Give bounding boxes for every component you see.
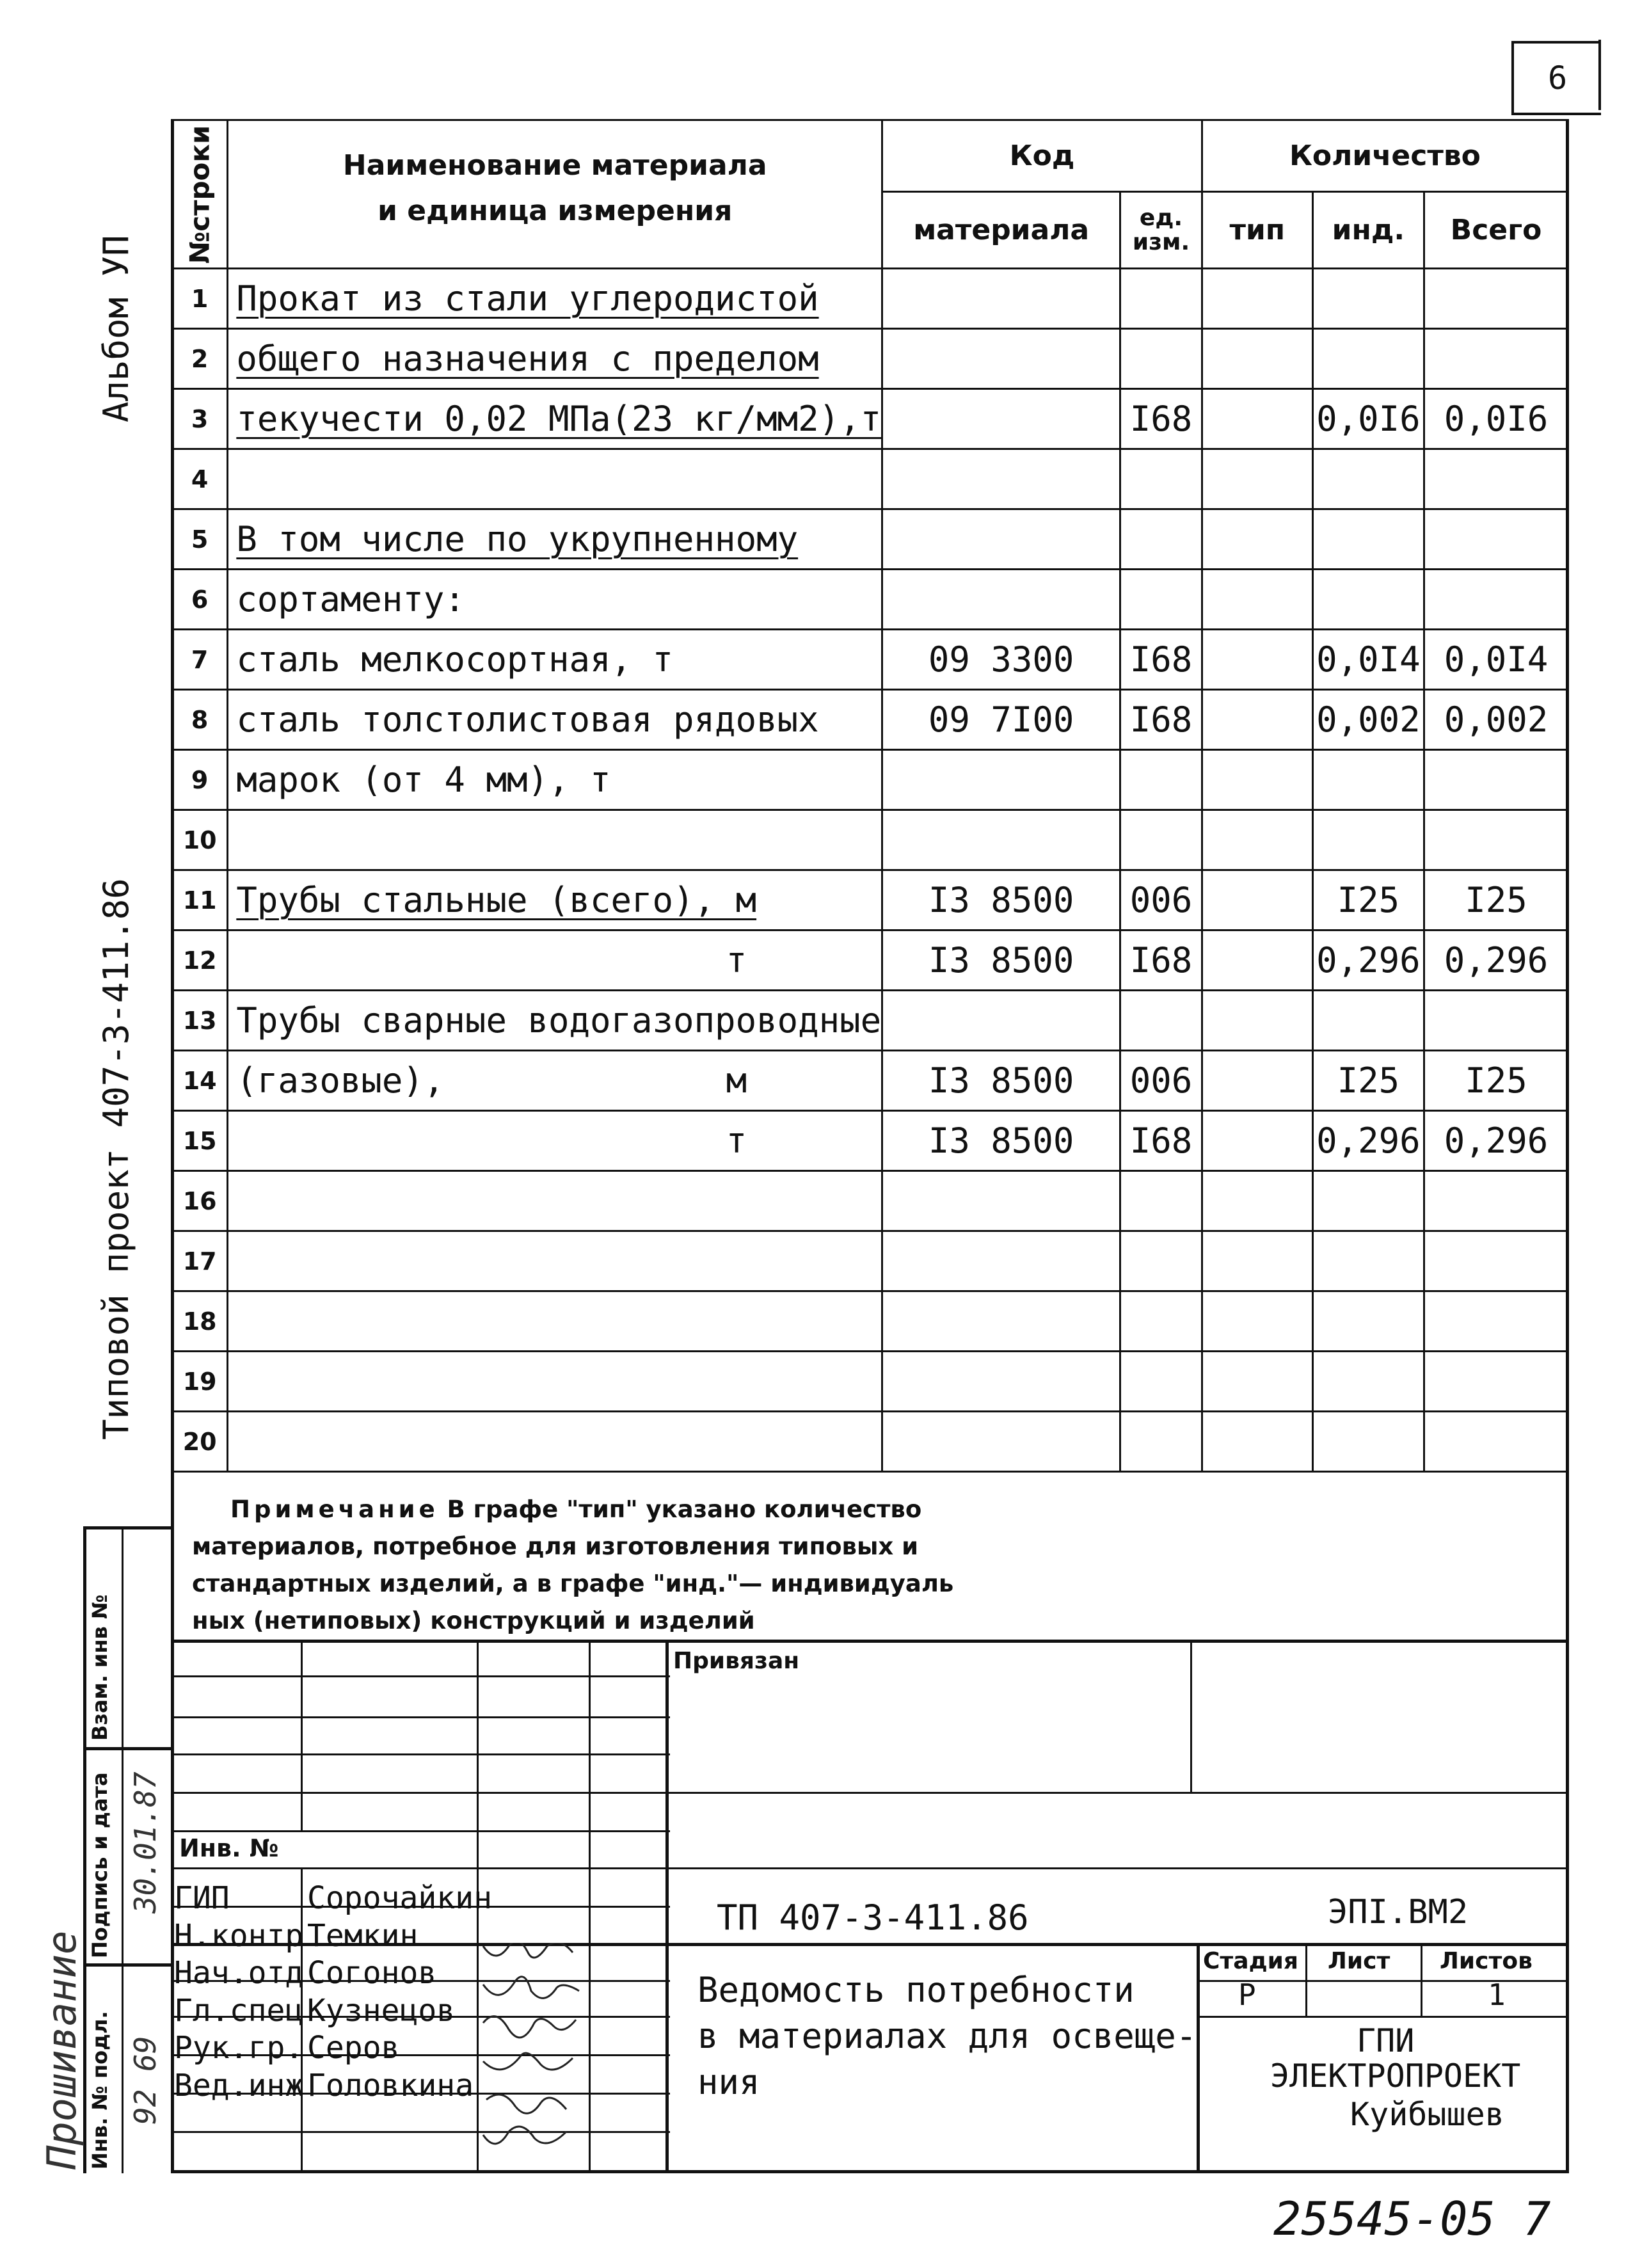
material-name: Трубы стальные (всего), м — [228, 870, 882, 930]
stamp-col-line — [1305, 1943, 1307, 2016]
stamp-col-line — [1197, 1943, 1200, 2172]
quantity-ind — [1312, 1352, 1424, 1412]
row-number: 9 — [172, 750, 228, 810]
org-line2: ЭЛЕКТРОПРОЕКТ — [1270, 2057, 1521, 2095]
material-name: марок (от 4 мм), т — [228, 750, 882, 810]
material-name: сортаменту: — [228, 570, 882, 630]
quantity-ind: 0,002 — [1312, 690, 1424, 750]
stamp-col-line — [665, 1640, 669, 2172]
page-number: 6 — [1511, 41, 1601, 115]
quantity-ind: I25 — [1312, 1051, 1424, 1111]
quantity-ind-header: инд. — [1312, 192, 1424, 269]
quantity-type — [1202, 329, 1312, 389]
quantity-total — [1424, 750, 1568, 810]
quantity-type — [1202, 810, 1312, 870]
signature-scribbles — [477, 1943, 592, 2173]
material-code — [882, 570, 1120, 630]
quantity-ind: 0,296 — [1312, 930, 1424, 991]
note-line2: материалов, потребное для изготовления типовых и — [192, 1533, 919, 1560]
quantity-type — [1202, 1111, 1312, 1171]
quantity-total — [1424, 509, 1568, 570]
quantity-type — [1202, 690, 1312, 750]
material-name: сталь мелкосортная, т — [228, 630, 882, 690]
note-line3: стандартных изделий, а в графе "инд."— индивидуаль — [192, 1570, 954, 1597]
material-code: 09 3300 — [882, 630, 1120, 690]
table-row — [172, 930, 1568, 991]
quantity-total — [1424, 449, 1568, 509]
quantity-ind — [1312, 991, 1424, 1051]
material-code: I3 8500 — [882, 930, 1120, 991]
quantity-ind — [1312, 1171, 1424, 1231]
stamp-row-line — [171, 1675, 670, 1677]
stamp-col-line — [1421, 1943, 1422, 2016]
quantity-total — [1424, 810, 1568, 870]
material-code — [882, 509, 1120, 570]
stage-value: Р — [1238, 1977, 1256, 2012]
table-row — [172, 1111, 1568, 1171]
signer-name: Темкин — [307, 1917, 418, 1954]
row-number: 4 — [172, 449, 228, 509]
signer-name: Согонов — [307, 1955, 437, 1991]
signer-role: ГИП — [174, 1880, 230, 1916]
unit-code: I68 — [1120, 690, 1202, 750]
row-number: 1 — [172, 269, 228, 329]
quantity-total — [1424, 1291, 1568, 1352]
quantity-ind — [1312, 570, 1424, 630]
table-row — [172, 1352, 1568, 1412]
material-code — [882, 1291, 1120, 1352]
unit-code: I68 — [1120, 630, 1202, 690]
stamp-row-line — [171, 1716, 670, 1718]
row-number: 16 — [172, 1171, 228, 1231]
row-number: 8 — [172, 690, 228, 750]
material-name — [228, 810, 882, 870]
unit-code: 006 — [1120, 870, 1202, 930]
frame-right — [1566, 119, 1569, 2173]
table-row — [172, 810, 1568, 870]
material-name: т — [228, 930, 882, 991]
unit-code: I68 — [1120, 930, 1202, 991]
material-code — [882, 1412, 1120, 1472]
quantity-type — [1202, 1412, 1312, 1472]
quantity-type — [1202, 630, 1312, 690]
frame-bottom — [171, 2170, 1569, 2173]
table-row — [172, 750, 1568, 810]
inv-no-label: Инв. № — [179, 1834, 279, 1862]
unit-code: I68 — [1120, 389, 1202, 449]
quantity-total — [1424, 991, 1568, 1051]
sheets-value: 1 — [1488, 1977, 1506, 2012]
quantity-total: I25 — [1424, 870, 1568, 930]
material-code: I3 8500 — [882, 1111, 1120, 1171]
unit-code — [1120, 991, 1202, 1051]
table-row — [172, 630, 1568, 690]
material-name: т — [228, 1111, 882, 1171]
quantity-ind — [1312, 269, 1424, 329]
unit-code — [1120, 269, 1202, 329]
signer-role: Гл.спец — [174, 1992, 304, 2029]
table-row — [172, 870, 1568, 930]
material-code: 09 7I00 — [882, 690, 1120, 750]
material-code — [882, 1352, 1120, 1412]
signer-name: Сорочайкин — [307, 1880, 492, 1916]
quantity-ind — [1312, 1291, 1424, 1352]
quantity-header: Количество — [1202, 120, 1568, 192]
quantity-type — [1202, 1352, 1312, 1412]
signer-role: Рук.гр. — [174, 2030, 304, 2066]
row-number: 19 — [172, 1352, 228, 1412]
org-line1: ГПИ — [1357, 2022, 1415, 2059]
stamp-row-line — [171, 1867, 1569, 1869]
row-number: 15 — [172, 1111, 228, 1171]
table-row — [172, 1171, 1568, 1231]
material-name: (газовые), м — [228, 1051, 882, 1111]
quantity-total — [1424, 570, 1568, 630]
material-name — [228, 1171, 882, 1231]
table-row — [172, 1231, 1568, 1291]
album-label: Альбом УП — [96, 235, 136, 422]
project-label: Типовой проект 407-3-411.86 — [96, 878, 136, 1440]
quantity-total: 0,296 — [1424, 930, 1568, 991]
material-name — [228, 1291, 882, 1352]
quantity-ind — [1312, 509, 1424, 570]
note-lead: Примечание — [230, 1496, 439, 1523]
doc-title-line2: в материалах для освеще- — [697, 2016, 1197, 2056]
inv-value: 92 69 — [128, 2036, 163, 2125]
table-row — [172, 570, 1568, 630]
quantity-type — [1202, 930, 1312, 991]
unit-code — [1120, 570, 1202, 630]
material-code — [882, 1231, 1120, 1291]
row-number: 20 — [172, 1412, 228, 1472]
handwritten-note: Прошивание — [38, 1930, 85, 2169]
unit-code — [1120, 449, 1202, 509]
row-number: 2 — [172, 329, 228, 389]
note-text — [192, 1491, 1024, 1640]
side-stamp-top — [83, 1526, 173, 1529]
row-number: 3 — [172, 389, 228, 449]
quantity-total: I25 — [1424, 1051, 1568, 1111]
signer-role: Нач.отд — [174, 1955, 304, 1991]
material-name: сталь толстолистовая рядовых — [228, 690, 882, 750]
side-stamp-sep — [83, 1747, 173, 1750]
quantity-type — [1202, 750, 1312, 810]
table-row — [172, 329, 1568, 389]
table-row — [172, 690, 1568, 750]
signer-role: Н.контр — [174, 1917, 304, 1954]
quantity-total — [1424, 1231, 1568, 1291]
inv-podl-label: Инв. № подл. — [88, 2011, 112, 2169]
material-name: Трубы сварные водогазопроводные — [228, 991, 882, 1051]
material-code — [882, 329, 1120, 389]
stamp-top-line — [171, 1640, 1569, 1643]
unit-code — [1120, 810, 1202, 870]
unit-code — [1120, 750, 1202, 810]
quantity-ind — [1312, 1412, 1424, 1472]
material-name — [228, 1231, 882, 1291]
side-stamp-sep — [83, 1963, 173, 1967]
side-signature — [448, 1638, 576, 1689]
unit-code — [1120, 1352, 1202, 1412]
material-name: текучести 0,02 МПа(23 кг/мм2),т — [228, 389, 882, 449]
quantity-ind — [1312, 750, 1424, 810]
quantity-total: 0,0I6 — [1424, 389, 1568, 449]
row-number: 12 — [172, 930, 228, 991]
material-code — [882, 269, 1120, 329]
quantity-total: 0,0I4 — [1424, 630, 1568, 690]
table-row — [172, 1412, 1568, 1472]
unit-code — [1120, 1171, 1202, 1231]
doc-title-line3: ния — [697, 2062, 760, 2102]
material-name: общего назначения с пределом — [228, 329, 882, 389]
row-number: 14 — [172, 1051, 228, 1111]
material-code — [882, 750, 1120, 810]
row-number: 10 — [172, 810, 228, 870]
stamp-row-line — [171, 2131, 670, 2133]
quantity-total — [1424, 1171, 1568, 1231]
quantity-total: 0,002 — [1424, 690, 1568, 750]
stamp-row-line — [171, 1792, 1569, 1794]
quantity-total — [1424, 1352, 1568, 1412]
signer-name: Серов — [307, 2030, 400, 2066]
quantity-type — [1202, 1231, 1312, 1291]
stamp-col-line — [1190, 1640, 1192, 1792]
stamp-row-line — [171, 1753, 670, 1755]
quantity-ind — [1312, 449, 1424, 509]
material-name — [228, 1352, 882, 1412]
code-header: Код — [882, 120, 1202, 192]
material-name — [228, 1412, 882, 1472]
material-code — [882, 449, 1120, 509]
row-number: 7 — [172, 630, 228, 690]
doc-mark: ЭПI.ВМ2 — [1328, 1893, 1469, 1931]
quantity-total-header: Всего — [1424, 192, 1568, 269]
stamp-row-line — [1197, 2016, 1569, 2018]
code-material-header: материала — [882, 192, 1120, 269]
stage-label: Стадия — [1203, 1948, 1298, 1974]
table-row — [172, 1051, 1568, 1111]
row-number: 11 — [172, 870, 228, 930]
material-code: I3 8500 — [882, 1051, 1120, 1111]
row-number: 17 — [172, 1231, 228, 1291]
table-row — [172, 449, 1568, 509]
quantity-type — [1202, 449, 1312, 509]
quantity-type — [1202, 870, 1312, 930]
quantity-type — [1202, 509, 1312, 570]
unit-code — [1120, 509, 1202, 570]
podpis-label: Подпись и дата — [88, 1772, 112, 1958]
material-name: Прокат из стали углеродистой — [228, 269, 882, 329]
name-header: Наименование материала и единица измерения — [228, 120, 882, 269]
vzam-label: Взам. инв № — [88, 1594, 112, 1741]
doc-code: ТП 407-3-411.86 — [717, 1897, 1029, 1938]
org-line3: Куйбышев — [1350, 2096, 1504, 2133]
quantity-type — [1202, 1051, 1312, 1111]
signer-role: Вед.инж — [174, 2067, 304, 2104]
note-line1: В графе "тип" указано количество — [438, 1496, 922, 1523]
note-line4: ных (нетиповых) конструкций и изделий — [192, 1607, 755, 1634]
sheet-label: Лист — [1328, 1948, 1390, 1974]
frame-left — [171, 119, 174, 2173]
quantity-type — [1202, 570, 1312, 630]
quantity-ind — [1312, 810, 1424, 870]
materials-table — [171, 119, 1569, 1473]
quantity-ind: 0,296 — [1312, 1111, 1424, 1171]
quantity-type — [1202, 269, 1312, 329]
quantity-ind: 0,0I4 — [1312, 630, 1424, 690]
quantity-type — [1202, 991, 1312, 1051]
quantity-type — [1202, 1291, 1312, 1352]
quantity-total — [1424, 1412, 1568, 1472]
table-row — [172, 1291, 1568, 1352]
material-code — [882, 389, 1120, 449]
date-value: 30.01.87 — [128, 1771, 163, 1913]
row-number: 13 — [172, 991, 228, 1051]
code-unit-header: ед. изм. — [1120, 192, 1202, 269]
stamp-col-line — [301, 1640, 303, 1832]
quantity-ind: 0,0I6 — [1312, 389, 1424, 449]
privyazan-label: Привязан — [673, 1648, 800, 1674]
quantity-type — [1202, 389, 1312, 449]
unit-code — [1120, 1291, 1202, 1352]
row-number: 6 — [172, 570, 228, 630]
table-row — [172, 991, 1568, 1051]
row-number-header: №строки — [172, 120, 228, 269]
quantity-total: 0,296 — [1424, 1111, 1568, 1171]
signer-name: Головкина — [307, 2067, 474, 2104]
row-number: 18 — [172, 1291, 228, 1352]
quantity-total — [1424, 329, 1568, 389]
footer-code: 25545-05 7 — [1273, 2192, 1551, 2246]
signer-name: Кузнецов — [307, 1992, 456, 2029]
quantity-ind: I25 — [1312, 870, 1424, 930]
sheets-label: Листов — [1440, 1948, 1533, 1974]
table-row — [172, 389, 1568, 449]
material-code — [882, 810, 1120, 870]
unit-code — [1120, 1412, 1202, 1472]
quantity-type — [1202, 1171, 1312, 1231]
unit-code — [1120, 1231, 1202, 1291]
stamp-row-line — [171, 1830, 670, 1832]
material-unit: м — [726, 1060, 747, 1101]
material-code — [882, 991, 1120, 1051]
table-row — [172, 509, 1568, 570]
row-number: 5 — [172, 509, 228, 570]
page-number-frame — [1598, 40, 1601, 110]
material-code: I3 8500 — [882, 870, 1120, 930]
quantity-type-header: тип — [1202, 192, 1312, 269]
material-name — [228, 449, 882, 509]
quantity-ind — [1312, 329, 1424, 389]
doc-title-line1: Ведомость потребности — [697, 1970, 1135, 2010]
unit-code — [1120, 329, 1202, 389]
table-row — [172, 269, 1568, 329]
side-stamp-mid — [122, 1526, 123, 2173]
unit-code: I68 — [1120, 1111, 1202, 1171]
quantity-total — [1424, 269, 1568, 329]
material-code — [882, 1171, 1120, 1231]
unit-code: 006 — [1120, 1051, 1202, 1111]
quantity-ind — [1312, 1231, 1424, 1291]
material-name: В том числе по укрупненному — [228, 509, 882, 570]
